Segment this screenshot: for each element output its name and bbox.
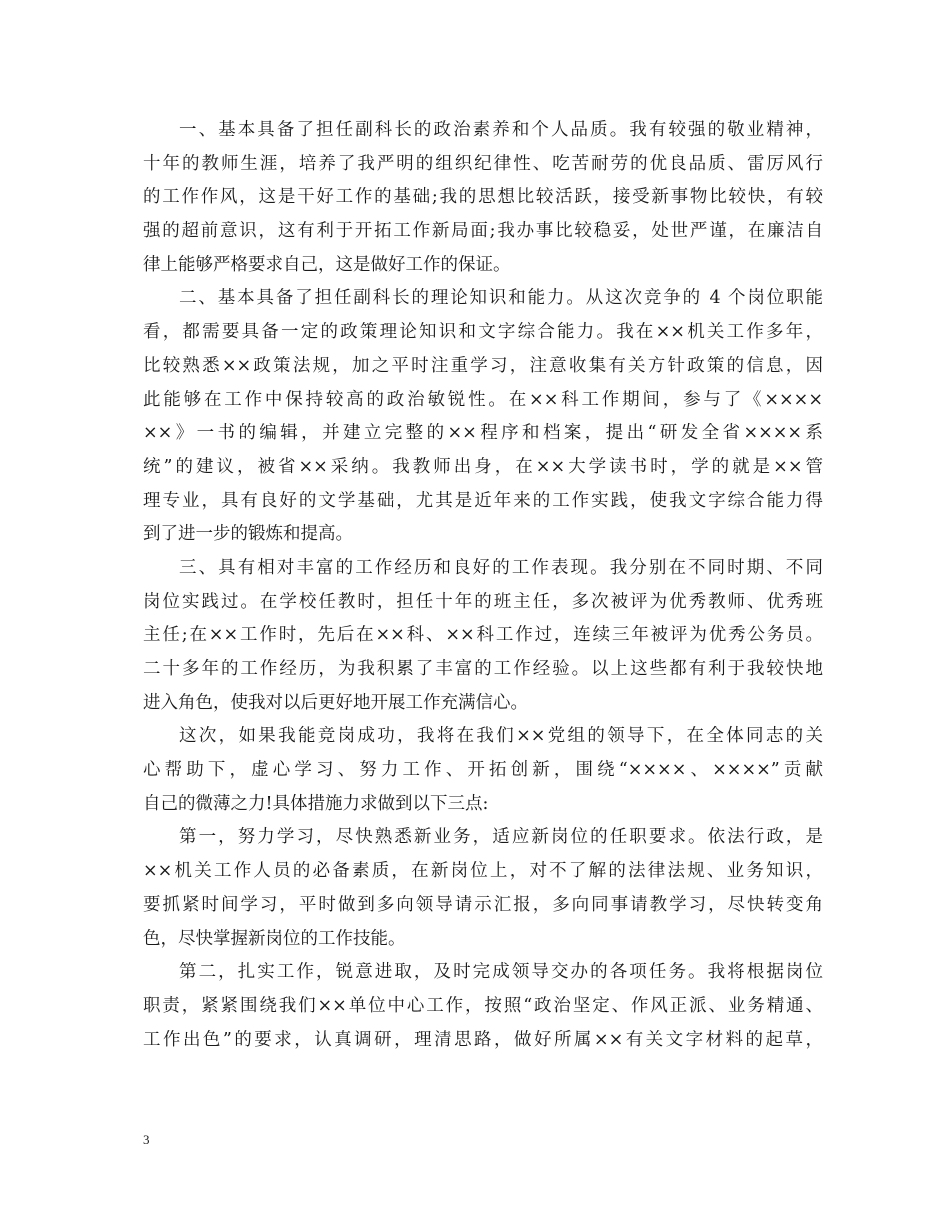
text-line: ××》一书的编辑，并建立完整的××程序和档案，提出“研发全省××××系 xyxy=(143,423,823,444)
text-line: 的工作作风，这是干好工作的基础;我的思想比较活跃，接受新事物比较快，有较 xyxy=(143,187,823,208)
text-line: 理专业，具有良好的文学基础，尤其是近年来的工作实践，使我文字综合能力得 xyxy=(143,490,823,511)
text-line: 这次，如果我能竞岗成功，我将在我们××党组的领导下，在全体同志的关 xyxy=(179,726,823,747)
text-line: 看，都需要具备一定的政策理论知识和文字综合能力。我在××机关工作多年， xyxy=(143,322,823,343)
text-line: 自己的微薄之力!具体措施力求做到以下三点: xyxy=(143,793,489,814)
page-number: 3 xyxy=(143,1132,150,1147)
text-line: 二十多年的工作经历，为我积累了丰富的工作经验。以上这些都有利于我较快地 xyxy=(143,659,823,679)
document-body xyxy=(143,114,823,1057)
text-line: 主任;在××工作时，先后在××科、××科工作过，连续三年被评为优秀公务员。 xyxy=(143,625,823,646)
text-line: 此能够在工作中保持较高的政治敏锐性。在××科工作期间，参与了《×××× xyxy=(143,389,823,410)
text-line: 到了进一步的锻炼和提高。 xyxy=(143,524,353,545)
text-line: 强的超前意识，这有利于开拓工作新局面;我办事比较稳妥，处世严谨，在廉洁自 xyxy=(143,221,823,242)
text-line: 一、基本具备了担任副科长的政治素养和个人品质。我有较强的敬业精神， xyxy=(179,120,823,140)
text-line: 进入角色，使我对以后更好地开展工作充满信心。 xyxy=(143,692,528,713)
text-line: 比较熟悉××政策法规，加之平时注重学习，注意收集有关方针政策的信息，因 xyxy=(143,355,823,376)
text-line: 第一，努力学习，尽快熟悉新业务，适应新岗位的任职要求。依法行政，是 xyxy=(179,827,823,848)
text-line: 色，尽快掌握新岗位的工作技能。 xyxy=(143,928,406,949)
text-line: 岗位实践过。在学校任教时，担任十年的班主任，多次被评为优秀教师、优秀班 xyxy=(143,591,823,612)
text-line: 三、具有相对丰富的工作经历和良好的工作表现。我分别在不同时期、不同 xyxy=(179,557,823,578)
text-line: 第二，扎实工作，锐意进取，及时完成领导交办的各项任务。我将根据岗位 xyxy=(179,962,823,983)
text-line: 心帮助下，虚心学习、努力工作、开拓创新，围绕“××××、××××”贡献 xyxy=(143,760,823,781)
text-line: ××机关工作人员的必备素质，在新岗位上，对不了解的法律法规、业务知识， xyxy=(143,861,823,882)
text-line: 二、基本具备了担任副科长的理论知识和能力。从这次竞争的 4 个岗位职能 xyxy=(179,288,823,309)
text-line: 律上能够严格要求自己，这是做好工作的保证。 xyxy=(143,254,511,275)
text-line: 职责，紧紧围绕我们××单位中心工作，按照“政治坚定、作风正派、业务精通、 xyxy=(143,995,823,1016)
text-line: 统”的建议，被省××采纳。我教师出身，在××大学读书时，学的就是××管 xyxy=(143,456,823,477)
text-line: 十年的教师生涯，培养了我严明的组织纪律性、吃苦耐劳的优良品质、雷厉风行 xyxy=(143,153,823,174)
text-line: 工作出色”的要求，认真调研，理清思路，做好所属××有关文字材料的起草， xyxy=(143,1029,823,1050)
text-line: 要抓紧时间学习，平时做到多向领导请示汇报，多向同事请教学习，尽快转变角 xyxy=(143,894,823,915)
